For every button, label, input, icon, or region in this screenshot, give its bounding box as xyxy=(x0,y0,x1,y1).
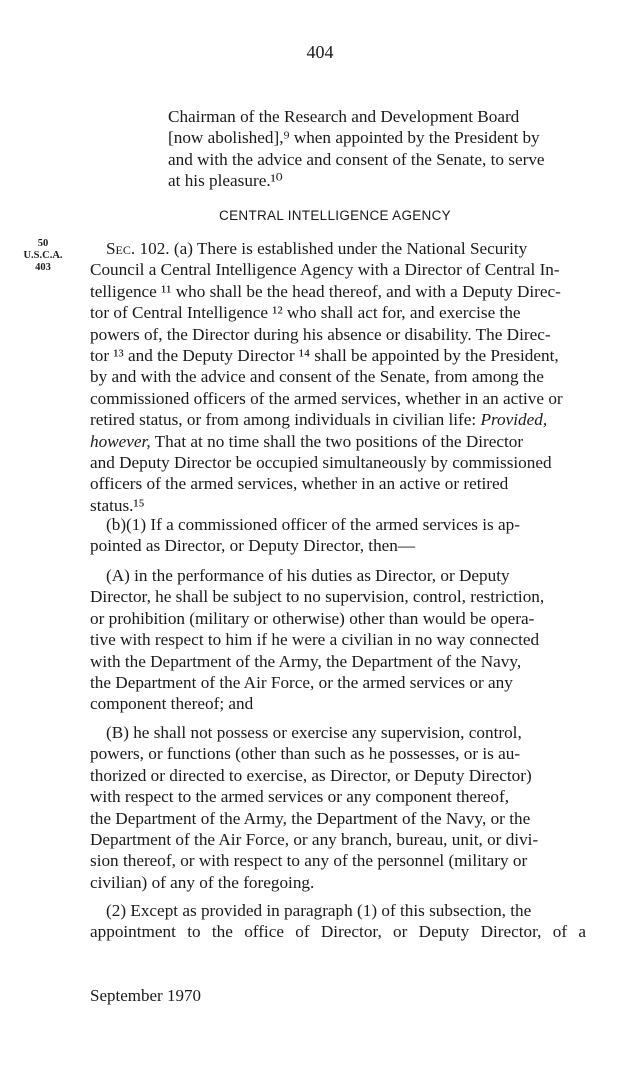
clause-b-line: powers, or functions (other than such as he possesses, or is au- xyxy=(90,744,521,764)
section-102-line: by and with the advice and consent of the Senate, from among the xyxy=(90,367,544,387)
clause-b-line: civilian) of any of the foregoing. xyxy=(90,872,315,892)
intro-line: Chairman of the Research and Development Board xyxy=(168,107,520,126)
section-102-line: tor ¹³ and the Deputy Director ¹⁴ shall be appointed by the President, xyxy=(90,346,559,366)
footer-date: September 1970 xyxy=(90,986,201,1005)
provided-line-text: retired status, or from among individuals in civilian life: xyxy=(90,410,481,430)
subsection-b1-line: pointed as Director, or Deputy Director, then— xyxy=(90,536,416,556)
page-number: 404 xyxy=(306,42,334,62)
subsection-2-paragraph xyxy=(90,900,586,943)
subsection-b1-paragraph xyxy=(90,514,586,557)
clause-a-paragraph xyxy=(90,565,586,715)
provided-italic: Provided, xyxy=(480,410,548,430)
section-102-line: officers of the armed services, whether in an active or retired xyxy=(90,474,509,494)
intro-line: and with the advice and consent of the Senate, to serve xyxy=(168,149,545,169)
margin-citation-title: 50 xyxy=(37,238,49,249)
section-102-line: status.¹⁵ xyxy=(90,495,145,515)
section-102-line: telligence ¹¹ who shall be the head thereof, and with a Deputy Direc- xyxy=(90,281,561,301)
section-102-provided-line xyxy=(90,409,586,430)
clause-a-line: with the Department of the Army, the Department of the Navy, xyxy=(90,651,522,671)
clause-a-line: or prohibition (military or otherwise) other than would be opera- xyxy=(90,608,535,628)
clause-b-line: thorized or directed to exercise, as Director, or Deputy Director) xyxy=(90,765,532,785)
clause-b-line: Department of the Air Force, or any branch, bureau, unit, or divi- xyxy=(90,830,539,850)
margin-citation xyxy=(22,238,64,274)
clause-a-line: the Department of the Air Force, or the armed services or any xyxy=(90,673,513,693)
section-heading: CENTRAL INTELLIGENCE AGENCY xyxy=(219,208,451,223)
clause-b-line: with respect to the armed services or any component thereof, xyxy=(90,787,510,807)
clause-a-line: component thereof; and xyxy=(90,694,254,714)
clause-b-line: sion thereof, or with respect to any of the personnel (military or xyxy=(90,851,528,871)
section-102-first-line-text: 102. (a) There is established under the National Security xyxy=(135,239,528,258)
intro-line: at his pleasure.¹⁰ xyxy=(168,171,283,191)
clause-b-line: the Department of the Army, the Department of the Navy, or the xyxy=(90,808,531,828)
subsection-b1-line: (b)(1) If a commissioned officer of the armed services is ap- xyxy=(106,515,520,534)
section-102-line: and Deputy Director be occupied simultaneously by commissioned xyxy=(90,453,552,473)
margin-citation-code: U.S.C.A. xyxy=(23,250,63,261)
section-102-first-line xyxy=(90,238,586,259)
section-label: Sec. xyxy=(106,239,136,258)
margin-citation-section: 403 xyxy=(35,262,51,273)
clause-a-line: (A) in the performance of his duties as Director, or Deputy xyxy=(106,566,510,585)
clause-a-line: tive with respect to him if he were a civilian in no way connected xyxy=(90,630,540,650)
clause-a-line: Director, he shall be subject to no supervision, control, restriction, xyxy=(90,587,545,607)
intro-paragraph xyxy=(168,106,586,192)
subsection-2-line: (2) Except as provided in paragraph (1) of this subsection, the xyxy=(106,901,532,920)
section-102-however-line xyxy=(90,431,586,452)
section-102-a-paragraph xyxy=(90,238,586,516)
section-102-line: Council a Central Intelligence Agency with a Director of Central In- xyxy=(90,260,560,280)
clause-b-line: (B) he shall not possess or exercise any supervision, control, xyxy=(106,723,522,742)
section-102-line: tor of Central Intelligence ¹² who shall act for, and exercise the xyxy=(90,303,521,323)
however-italic: however, xyxy=(90,431,151,451)
however-line-text: That at no time shall the two positions of the Director xyxy=(150,431,524,451)
section-102-line: commissioned officers of the armed services, whether in an active or xyxy=(90,388,563,408)
subsection-2-line: appointment to the office of Director, or Deputy Director, of a xyxy=(90,922,586,942)
intro-line: [now abolished],⁹ when appointed by the President by xyxy=(168,128,540,148)
section-102-line: powers of, the Director during his absence or disability. The Direc- xyxy=(90,324,551,344)
clause-b-paragraph xyxy=(90,722,586,893)
